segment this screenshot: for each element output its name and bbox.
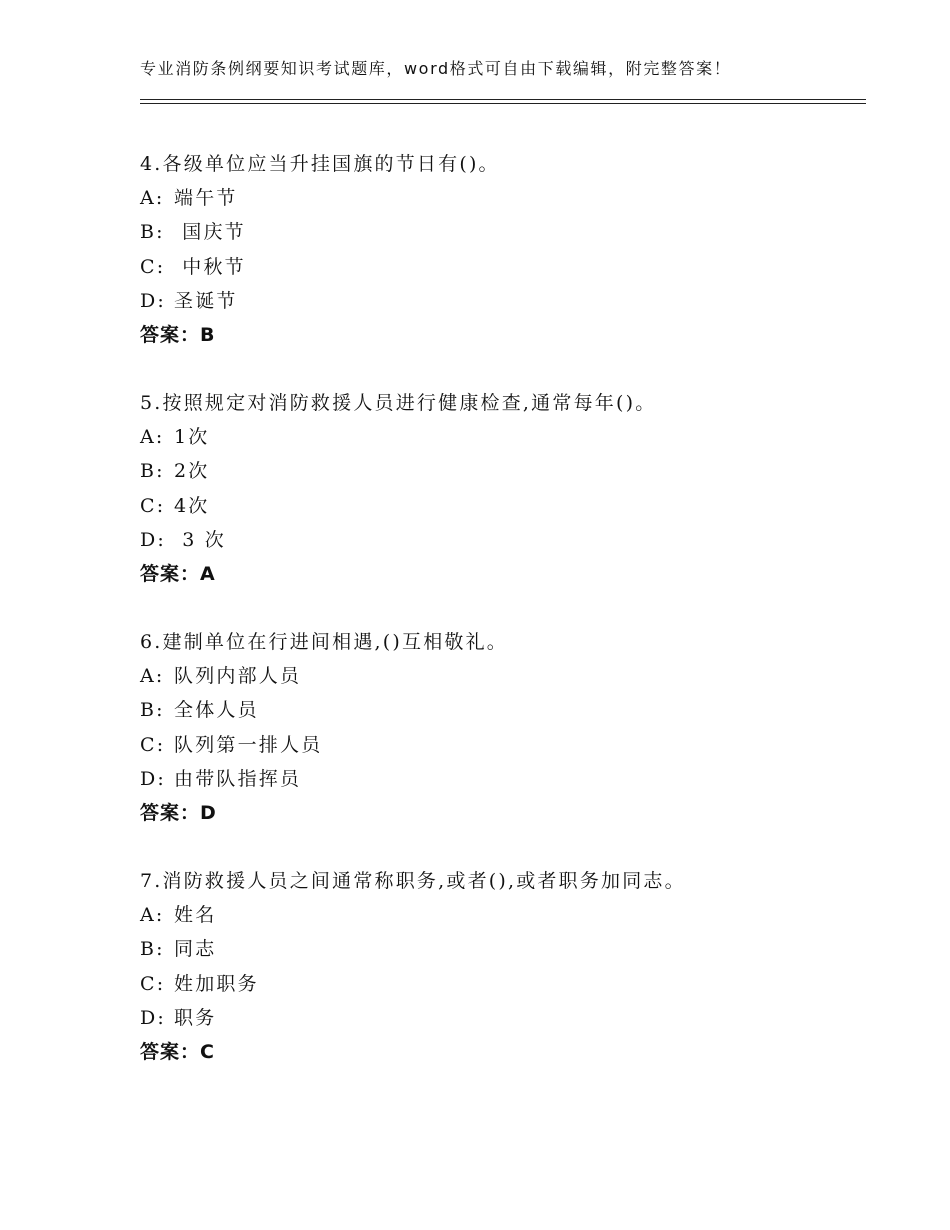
header-divider-top: [140, 99, 866, 100]
option-text: 队列第一排人员: [174, 733, 323, 756]
answer-line: [140, 796, 860, 830]
answer-label: 答案：: [140, 562, 201, 585]
option-a: [140, 659, 860, 693]
question-block: [140, 625, 860, 830]
question-block: [140, 386, 860, 591]
option-text: 职务: [174, 1006, 217, 1029]
option-c: [140, 728, 860, 762]
option-text: 端午节: [174, 187, 238, 210]
option-text: 圣诞节: [174, 289, 238, 312]
option-text: 1次: [174, 426, 210, 449]
option-d: [140, 1001, 860, 1035]
option-a: [140, 181, 860, 215]
option-c: [140, 967, 860, 1001]
option-d: [140, 284, 860, 318]
option-a: [140, 898, 860, 932]
option-d: [140, 762, 860, 796]
option-text: 国庆节: [174, 221, 246, 244]
option-text: 队列内部人员: [174, 665, 302, 688]
option-label: B:: [140, 221, 165, 244]
option-label: D:: [140, 528, 167, 551]
option-text: 姓加职务: [174, 972, 259, 995]
question-block: [140, 864, 860, 1069]
option-label: D:: [140, 1006, 167, 1029]
option-text: 3 次: [174, 528, 226, 551]
option-label: A:: [140, 426, 165, 449]
answer-line: [140, 318, 860, 352]
option-text: 同志: [174, 938, 217, 961]
option-b: [140, 932, 860, 966]
option-a: [140, 420, 860, 454]
option-label: A:: [140, 187, 165, 210]
option-label: B:: [140, 938, 165, 961]
header-divider-bottom: [140, 103, 866, 104]
question-block: [140, 147, 860, 352]
document-header: 专业消防条例纲要知识考试题库，word格式可自由下载编辑，附完整答案！: [140, 59, 732, 78]
option-text: 全体人员: [174, 699, 259, 722]
answer-value: A: [200, 562, 216, 585]
option-label: D:: [140, 767, 167, 790]
option-text: 2次: [174, 460, 210, 483]
answer-value: C: [200, 1040, 215, 1063]
question-stem: 5.按照规定对消防救援人员进行健康检查,通常每年()。: [140, 392, 657, 414]
option-c: [140, 250, 860, 284]
option-label: C:: [140, 733, 166, 756]
option-text: 由带队指挥员: [174, 767, 302, 790]
option-d: [140, 523, 860, 557]
option-label: D:: [140, 289, 167, 312]
option-text: 姓名: [174, 904, 217, 927]
option-b: [140, 215, 860, 249]
option-c: [140, 489, 860, 523]
answer-label: 答案：: [140, 1040, 201, 1063]
option-label: A:: [140, 904, 165, 927]
answer-value: B: [200, 323, 216, 346]
question-stem: 7.消防救援人员之间通常称职务,或者(),或者职务加同志。: [140, 870, 686, 892]
option-b: [140, 454, 860, 488]
option-label: C:: [140, 494, 166, 517]
option-text: 4次: [174, 494, 210, 517]
answer-value: D: [200, 801, 217, 824]
answer-label: 答案：: [140, 801, 201, 824]
answer-line: [140, 1035, 860, 1069]
answer-label: 答案：: [140, 323, 201, 346]
option-text: 中秋节: [174, 255, 246, 278]
question-stem: 6.建制单位在行进间相遇,()互相敬礼。: [140, 631, 508, 653]
option-label: B:: [140, 460, 165, 483]
option-b: [140, 693, 860, 727]
answer-line: [140, 557, 860, 591]
option-label: C:: [140, 972, 166, 995]
question-stem: 4.各级单位应当升挂国旗的节日有()。: [140, 153, 500, 175]
option-label: B:: [140, 699, 165, 722]
option-label: C:: [140, 255, 166, 278]
option-label: A:: [140, 665, 165, 688]
